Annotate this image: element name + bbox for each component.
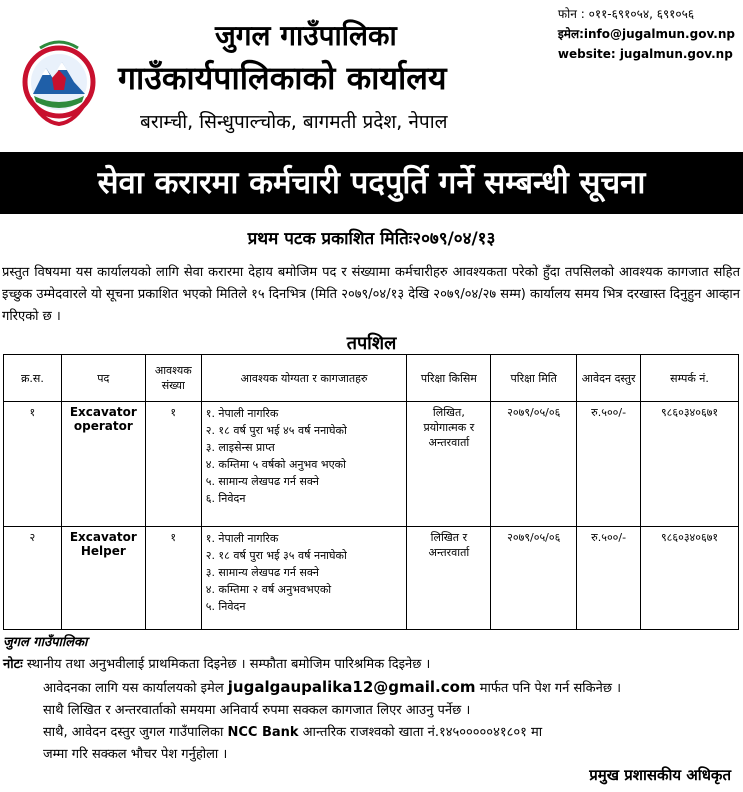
qualification-item: ३. लाइसेन्स प्राप्त — [205, 441, 275, 454]
cell-exam-date: २०७९/०५/०६ — [491, 402, 577, 527]
cell-fee: रु.५००/- — [577, 527, 641, 630]
vacancy-table — [3, 354, 739, 630]
cell-qualifications — [201, 527, 407, 630]
email-text: इमेल:info@jugalmun.gov.np — [557, 27, 735, 41]
office-name: गाउँकार्यपालिकाको कार्यालय — [118, 59, 447, 97]
table-header-row — [4, 355, 739, 402]
col-header-contact: सम्पर्क नं. — [641, 355, 739, 402]
note-line: जम्मा गरि सक्कल भौचर पेश गर्नुहोला । — [43, 747, 228, 762]
qualification-item: ३. सामान्य लेखपढ गर्न सक्ने — [205, 566, 320, 579]
cell-post: Excavator Helper — [61, 527, 145, 630]
cell-qualifications — [201, 402, 407, 527]
col-header-fee: आवेदन दस्तुर — [577, 355, 641, 402]
col-header-exam-type: परिक्षा किसिम — [407, 355, 491, 402]
note-line — [3, 654, 739, 676]
cell-count: १ — [145, 527, 201, 630]
bank-name: NCC Bank — [227, 725, 299, 740]
notice-title-banner: सेवा करारमा कर्मचारी पदपुर्ति गर्ने सम्बन्धी सूचना — [0, 152, 743, 214]
government-emblem-icon — [22, 38, 96, 128]
qualification-item: ४. कम्तिमा २ वर्ष अनुभवभएको — [205, 583, 332, 596]
municipality-name: जुगल गाउँपालिका — [215, 19, 397, 52]
qualification-item: ४. कम्तिमा ५ वर्षको अनुभव भएको — [205, 458, 346, 471]
note-text: साथै, आवेदन दस्तुर जुगल गाउँपालिका — [43, 725, 228, 740]
cell-contact: ९८६०३४०६७१ — [641, 402, 739, 527]
col-header-sn: क्र.स. — [4, 355, 62, 402]
office-address: बराम्ची, सिन्धुपाल्चोक, बागमती प्रदेश, नेपाल — [140, 111, 448, 133]
contact-block — [558, 4, 735, 64]
col-header-count: आवश्यक संख्या — [145, 355, 201, 402]
qualification-item: १. नेपाली नागरिक — [205, 532, 279, 545]
cell-sn: २ — [4, 527, 62, 630]
qualification-item: ५. निवेदन — [205, 600, 246, 613]
cell-exam-type: लिखित, प्रयोगात्मक र अन्तरवार्ता — [407, 402, 491, 527]
cell-contact: ९८६०३४०६७१ — [641, 527, 739, 630]
note-label: नोटः — [3, 657, 23, 672]
col-header-qualifications: आवश्यक योग्यता र कागजातहरु — [201, 355, 407, 402]
published-date: प्रथम पटक प्रकाशित मितिः२०७९/०४/१३ — [247, 229, 496, 249]
cell-count: १ — [145, 402, 201, 527]
footer-org-name: जुगल गाउँपालिका — [3, 635, 88, 650]
cell-fee: रु.५००/- — [577, 402, 641, 527]
note-line — [3, 722, 739, 744]
note-text: स्थानीय तथा अनुभवीलाई प्राथमिकता दिइनेछ । सम्फौता बमोजिम पारिश्रमिक दिइनेछ । — [22, 657, 431, 672]
cell-sn: १ — [4, 402, 62, 527]
table-row — [4, 402, 739, 527]
application-email: jugalgaupalika12@gmail.com — [227, 678, 476, 696]
col-header-exam-date: परिक्षा मिति — [491, 355, 577, 402]
intro-paragraph: प्रस्तुत विषयमा यस कार्यालयको लागि सेवा करारमा देहाय बमोजिम पद र संख्यामा कर्मचारीहरु आवश्यकता परेको हुँदा तपसिलको आवश्यक कागजात सहित इच्छुक उम्मेदवारले यो सूचना प्रकाशित भएको मितिले १५ दिनभित्र (मिति २०७९/०४/१३ देखि २०७९/०४/२७ सम्म) कार्यालय समय भित्र दरखास्त दिनुहुन आव्हान गरिएको छ । — [2, 265, 740, 324]
notes-section — [3, 632, 739, 766]
signatory-title: प्रमुख प्रशासकीय अधिकृत — [589, 766, 731, 784]
note-text: आन्तरिक राजश्वको खाता नं.१४५०००००४१८०१ मा — [298, 725, 543, 740]
qualification-item: १. नेपाली नागरिक — [205, 407, 279, 420]
note-line — [3, 676, 739, 700]
notes-list — [3, 654, 739, 766]
cell-post: Excavator operator — [61, 402, 145, 527]
details-heading: तपशिल — [346, 333, 397, 354]
note-text: मार्फत पनि पेश गर्न सकिनेछ । — [475, 681, 622, 696]
qualification-item: २. १८ वर्ष पुरा भई ४५ वर्ष ननाघेको — [205, 424, 347, 437]
qualification-item: ६. निवेदन — [205, 492, 246, 505]
note-text: आवेदनका लागि यस कार्यालयको इमेल — [43, 681, 228, 696]
table-row — [4, 527, 739, 630]
qualification-item: ५. सामान्य लेखपढ गर्न सक्ने — [205, 475, 320, 488]
col-header-post: पद — [61, 355, 145, 402]
cell-exam-type: लिखित र अन्तरवार्ता — [407, 527, 491, 630]
note-line: साथै लिखित र अन्तरवार्ताको समयमा अनिवार्य रुपमा सक्कल कागजात लिएर आउनु पर्नेछ । — [43, 703, 471, 718]
phone-text: फोन : ०११-६९१०५४, ६९१०५६ — [557, 7, 695, 21]
cell-exam-date: २०७९/०५/०६ — [491, 527, 577, 630]
website-text: website: jugalmun.gov.np — [557, 47, 733, 61]
qualification-item: २. १८ वर्ष पुरा भई ३५ वर्ष ननाघेको — [205, 549, 347, 562]
